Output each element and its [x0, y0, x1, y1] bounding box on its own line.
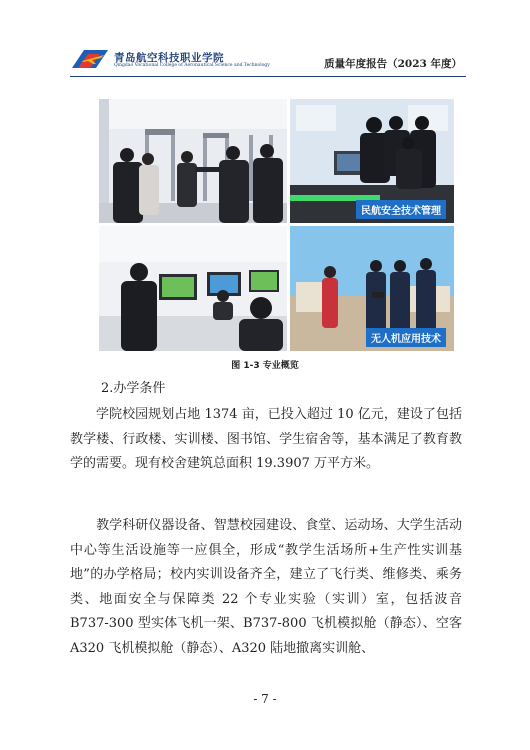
photo-label: 民航安全技术管理 — [356, 200, 446, 219]
paragraph — [70, 403, 462, 477]
security-screening-image — [99, 99, 287, 223]
paragraph — [70, 514, 462, 662]
paragraph-text: 教学科研仪器设备、智慧校园建设、食堂、运动场、大学生活动中心等生活设施等一应俱全，形成“教学生活场所+生产性实训基地”的办学格局；校内实训设备齐全，建立了飞行类、维修类、乘务类、地面安全与保障类 22 个专业实验（实训）室，包括波音 B737-300 型实体飞机一架、B737-800 飞机模拟舱（静态）、空客 A320 飞机模拟舱（静态）、A320 陆地撤离实训舱、 — [70, 518, 462, 656]
paragraph-text: 学院校园规划占地 1374 亩，已投入超过 10 亿元，建设了包括教学楼、行政楼、实训楼、图书馆、学生宿舍等，基本满足了教育教学的需要。现有校舍建筑总面积 19.3907 万平方米。 — [70, 407, 462, 472]
school-name-english: Qingdao Vocational College of Aeronautical Science and Technology — [114, 63, 270, 68]
photo-security-screening — [99, 99, 287, 223]
photo-computer-lab — [99, 226, 287, 351]
page-number: - 7 - — [253, 692, 277, 706]
figure-caption: 图 1-3 专业概览 — [231, 361, 299, 371]
report-title: 质量年度报告（2023 年度） — [324, 58, 462, 70]
school-name: 青岛航空科技职业学院 — [114, 52, 224, 64]
section-heading: 2.办学条件 — [101, 381, 166, 396]
page-header — [70, 44, 470, 78]
photo-label: 无人机应用技术 — [366, 328, 446, 347]
photo-aviation-security — [290, 99, 454, 223]
photo-drone-application — [290, 226, 454, 351]
computer-lab-image — [99, 226, 287, 351]
header-divider — [70, 76, 466, 77]
college-logo-icon — [70, 48, 110, 70]
